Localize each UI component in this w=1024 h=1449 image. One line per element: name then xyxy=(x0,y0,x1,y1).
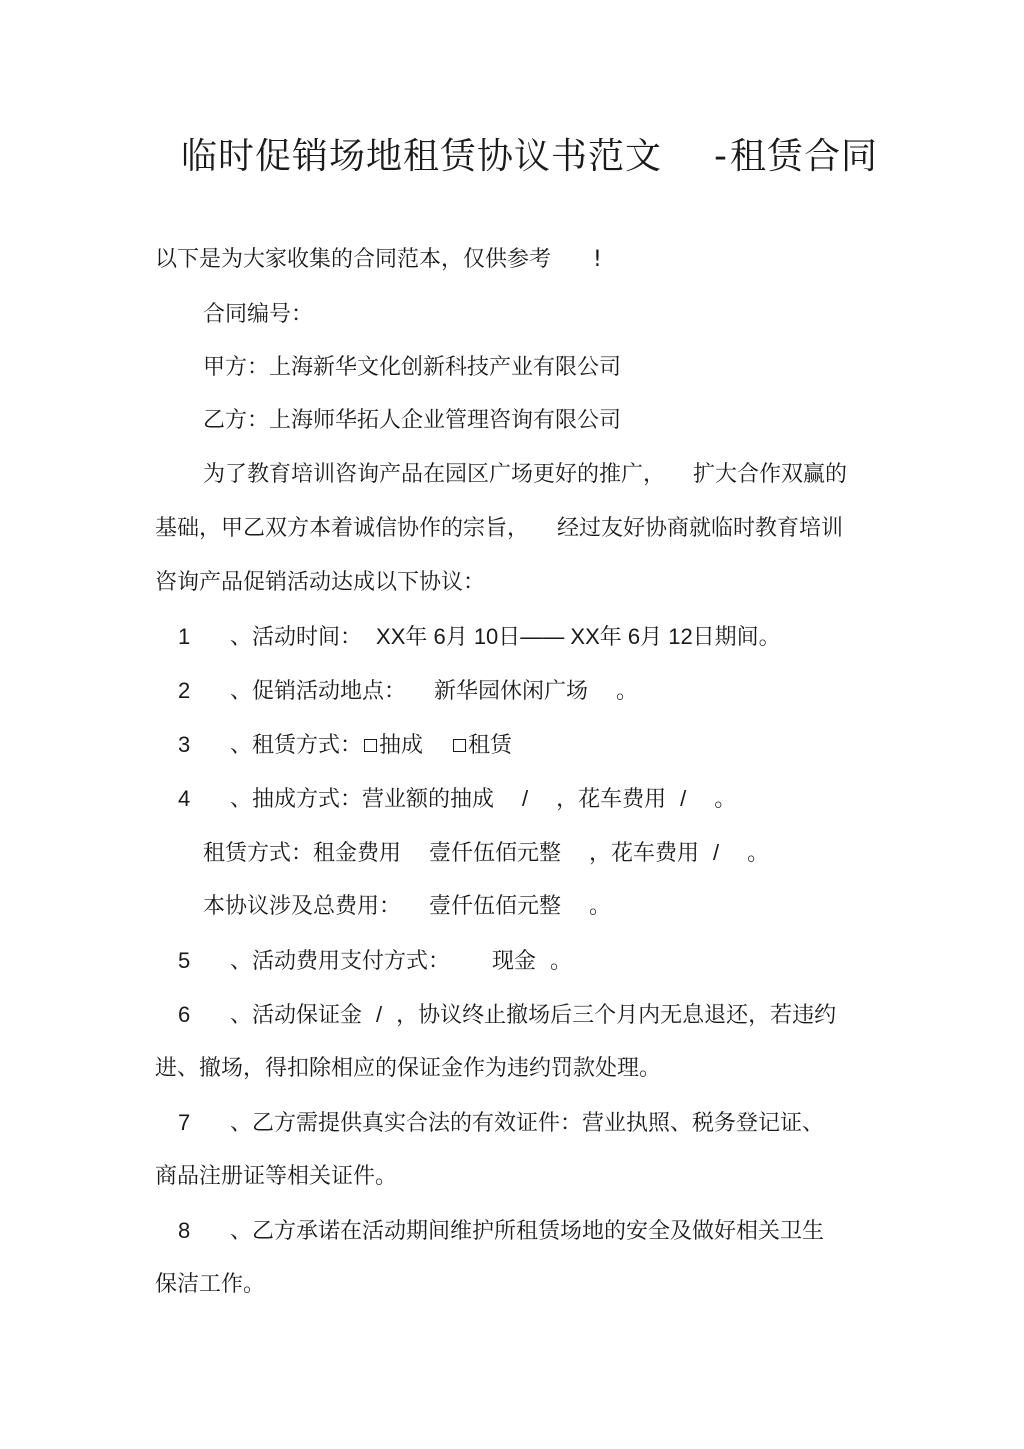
item-value: / xyxy=(522,786,529,811)
total-line xyxy=(203,892,611,922)
item-4 xyxy=(178,784,736,815)
item-1 xyxy=(178,622,781,653)
item-label: 、促销活动地点： xyxy=(230,679,407,704)
item-2 xyxy=(178,676,638,707)
item-number: 4 xyxy=(178,786,191,811)
item-end: 。 xyxy=(714,787,737,812)
checkbox-icon xyxy=(453,739,466,752)
preamble-line-1a: 为了教育培训咨询产品在园区广场更好的推广， xyxy=(203,462,666,487)
total-end: 。 xyxy=(589,894,612,919)
item-label: 、活动费用支付方式： xyxy=(230,949,451,974)
item-value: 新华园休闲广场 xyxy=(434,679,589,704)
item-number: 1 xyxy=(178,624,191,649)
preamble-line-2a: 基础，甲乙双方本着诚信协作的宗旨， xyxy=(155,516,530,541)
intro-text: 以下是为大家收集的合同范本，仅供参考 xyxy=(155,247,552,272)
preamble-line-1b: 扩大合作双赢的 xyxy=(693,462,848,487)
item-value: 现金 xyxy=(492,949,537,974)
item-value: XX年 6月 10日—— XX年 6月 12日期间。 xyxy=(376,624,781,649)
document-title xyxy=(181,128,878,179)
intro-line xyxy=(155,245,602,275)
preamble-line-3: 咨询产品促销活动达成以下协议： xyxy=(155,570,486,595)
title-suffix: 租赁合同 xyxy=(730,136,879,177)
item-end: 。 xyxy=(550,949,573,974)
party-a: 甲方：上海新华文化创新科技产业有限公司 xyxy=(203,355,622,380)
total-label: 本协议涉及总费用： xyxy=(203,894,402,919)
rent-value: 壹仟伍佰元整 xyxy=(429,841,562,866)
item-value-2: / xyxy=(680,786,687,811)
option-rent: 租赁 xyxy=(468,733,513,758)
rent-line xyxy=(203,838,769,869)
item-value: / xyxy=(376,1002,383,1027)
item-7-continued: 商品注册证等相关证件。 xyxy=(155,1164,398,1189)
item-number: 2 xyxy=(178,678,191,703)
rent-mid: ，花车费用 xyxy=(589,841,700,866)
title-separator: - xyxy=(714,136,729,177)
rent-label: 租赁方式：租金费用 xyxy=(203,841,402,866)
item-number: 7 xyxy=(178,1110,191,1135)
item-8-continued: 保洁工作。 xyxy=(155,1272,266,1297)
rent-end: 。 xyxy=(747,841,770,866)
item-label: 、活动保证金 xyxy=(230,1003,363,1028)
item-3 xyxy=(178,730,512,761)
rent-value-2: / xyxy=(713,840,720,865)
checkbox-icon xyxy=(364,739,377,752)
total-value: 壹仟伍佰元整 xyxy=(429,894,562,919)
item-mid: ，花车费用 xyxy=(556,787,667,812)
item-number: 5 xyxy=(178,948,191,973)
item-text: 、乙方承诺在活动期间维护所租赁场地的安全及做好相关卫生 xyxy=(230,1219,825,1244)
item-label: 、租赁方式： xyxy=(230,733,363,758)
item-8 xyxy=(178,1216,824,1247)
item-7 xyxy=(178,1108,824,1139)
item-end: 。 xyxy=(616,679,639,704)
intro-mark: ! xyxy=(593,247,602,272)
item-number: 3 xyxy=(178,732,191,757)
item-5 xyxy=(178,946,572,977)
item-label: 、活动时间： xyxy=(230,625,363,650)
contract-number: 合同编号： xyxy=(203,302,314,327)
item-6 xyxy=(178,1000,836,1031)
preamble-line-2 xyxy=(155,514,843,544)
item-rest: ，协议终止撤场后三个月内无息退还，若违约 xyxy=(396,1003,837,1028)
item-number: 6 xyxy=(178,1002,191,1027)
party-b: 乙方：上海师华拓人企业管理咨询有限公司 xyxy=(203,408,622,433)
preamble-line-2b: 经过友好协商就临时教育培训 xyxy=(557,516,844,541)
option-commission: 抽成 xyxy=(379,733,424,758)
title-main: 临时促销场地租赁协议书范文 xyxy=(181,136,663,177)
preamble-line-1 xyxy=(203,460,847,490)
item-6-continued: 进、撤场，得扣除相应的保证金作为违约罚款处理。 xyxy=(155,1056,662,1081)
item-label: 、抽成方式：营业额的抽成 xyxy=(230,787,495,812)
item-text: 、乙方需提供真实合法的有效证件：营业执照、税务登记证、 xyxy=(230,1111,825,1136)
item-number: 8 xyxy=(178,1218,191,1243)
